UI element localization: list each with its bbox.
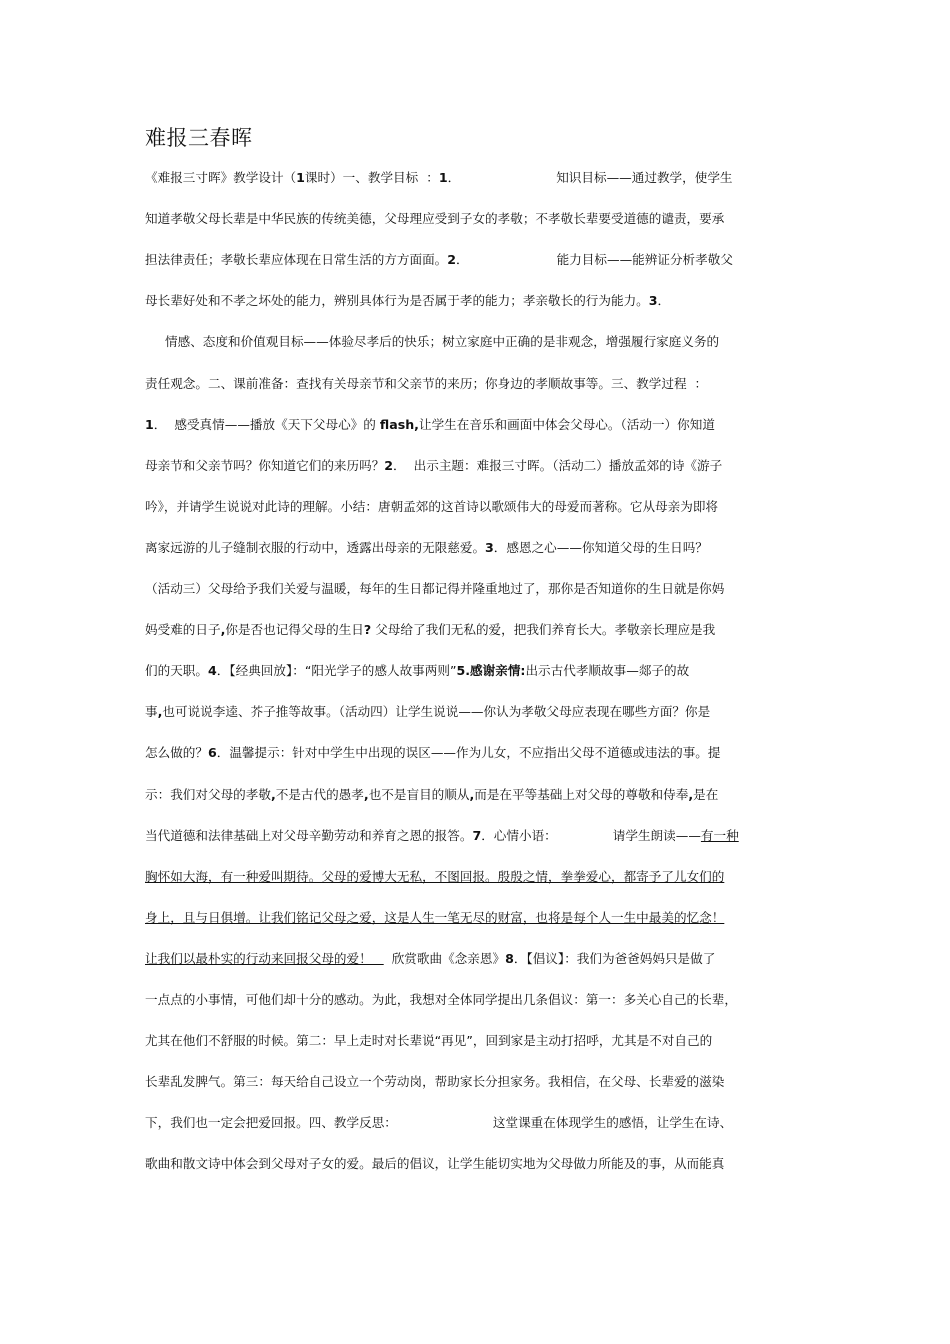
text-line xyxy=(145,661,689,681)
text-segment: 《难报三寸晖》教学设计（ xyxy=(145,170,297,185)
text-line xyxy=(145,538,708,558)
text-segment: 课时）一、教学目标 ： xyxy=(304,170,439,185)
text-segment: 6 xyxy=(207,745,217,761)
text-line xyxy=(145,702,710,722)
text-line xyxy=(145,785,718,805)
text-line xyxy=(145,743,720,763)
text-segment: ． 出示主题：难报三寸晖。（活动二）播放孟郊的诗《游子 xyxy=(393,457,723,473)
text-line xyxy=(145,1154,724,1174)
text-segment: 们的天职。 xyxy=(145,663,208,679)
text-line xyxy=(145,949,715,969)
text-line xyxy=(165,332,719,352)
text-segment: ． xyxy=(456,252,469,268)
text-segment: , xyxy=(220,622,226,638)
text-segment: 这堂课重在体现学生的感悟，让学生在诗、 xyxy=(492,1115,733,1131)
text-segment: 3 xyxy=(648,293,658,309)
text-line xyxy=(145,456,722,476)
text-segment: 歌曲和散文诗中体会到父母对子女的爱。最后的倡议，让学生能切实地为父母做力所能及的事，从而能真 xyxy=(145,1156,725,1172)
text-segment: 离家远游的儿子缝制衣服的行动中，透露出母亲的无限慈爱。 xyxy=(145,539,486,555)
text-segment: 1 xyxy=(296,170,305,185)
text-segment: 当代道德和法律基础上对父母辛勤劳动和养育之恩的报答。 xyxy=(145,827,473,843)
text-segment: , xyxy=(688,786,694,802)
text-line xyxy=(145,374,707,394)
text-segment: ． xyxy=(447,170,461,185)
text-segment: , xyxy=(270,786,276,802)
text-segment: 知道孝敬父母长辈是中华民族的传统美德，父母理应受到子女的孝敬；不孝敬长辈要受道德的谴责，要承 xyxy=(145,211,725,227)
text-segment: ． xyxy=(657,293,671,309)
text-segment: 有一种 xyxy=(700,827,739,843)
text-segment: 7 xyxy=(472,827,482,843)
text-segment: 出示古代孝顺故事—郯子的故 xyxy=(525,663,690,679)
text-segment: 5. xyxy=(456,663,471,679)
text-line xyxy=(145,168,733,188)
text-line xyxy=(145,415,715,435)
text-segment: ．温馨提示：针对中学生中出现的误区——作为儿女，不应指出父母不道德或违法的事。提 xyxy=(216,745,721,761)
text-segment: 你是否也记得父母的生日 xyxy=(225,622,364,638)
text-segment: 妈受难的日子 xyxy=(145,622,221,638)
text-segment: 吟》，并请学生说说对此诗的理解。小结：唐朝孟郊的这首诗以歌颂伟大的母爱而著称。它从母亲为即将 xyxy=(145,498,719,514)
text-segment: ．感恩之心——你知道父母的生日吗？ xyxy=(493,539,708,555)
text-segment: 1 xyxy=(145,416,154,432)
text-segment: 请学生朗读—— xyxy=(612,827,701,843)
text-line xyxy=(145,1113,732,1133)
text-segment: 1 xyxy=(438,170,448,185)
text-line xyxy=(145,250,733,270)
text-segment: 而是在平等基础上对父母的尊敬和侍奉 xyxy=(474,786,689,802)
text-segment: 2 xyxy=(447,252,457,268)
text-segment: 能力目标——能辨证分析孝敬父 xyxy=(556,252,733,268)
text-segment: 也不是盲目的顺从 xyxy=(368,786,470,802)
text-segment: , xyxy=(363,786,369,802)
document-title: 难报三春晖 xyxy=(145,126,253,150)
text-segment: 知识目标——通过教学，使学生 xyxy=(556,170,733,185)
text-segment: 让学生在音乐和画面中体会父母心。（活动一）你知道 xyxy=(418,416,715,432)
text-segment: 尤其在他们不舒服的时候。第二：早上走时对长辈说“再见”，回到家是主动打招呼，尤其是不对自己的 xyxy=(145,1033,713,1049)
text-line xyxy=(145,1072,724,1092)
text-segment: 母长辈好处和不孝之坏处的能力，辨别具体行为是否属于孝的能力；孝亲敬长的行为能力。 xyxy=(145,293,649,309)
text-line xyxy=(145,826,739,846)
text-segment: 责任观念。二、课前准备：查找有关母亲节和父亲节的来历；你身边的孝顺故事等。三、教学过程 ： xyxy=(145,375,708,391)
text-segment: ．心情小语： xyxy=(481,827,557,843)
text-segment: ．【经典回放】：“阳光学子的感人故事两则” xyxy=(216,663,457,679)
text-line xyxy=(145,291,670,311)
text-segment: , xyxy=(157,704,163,720)
text-segment: 不是古代的愚孝 xyxy=(275,786,364,802)
text-segment: 胸怀如大海，有一种爱叫期待。父母的爱博大无私，不图回报。殷殷之情，拳拳爱心，都寄予了儿女们的 xyxy=(145,868,725,884)
text-segment: 示：我们对父母的孝敬 xyxy=(145,786,271,802)
text-segment: 也可说说李逵、芥子推等故事。（活动四）让学生说说——你认为孝敬父母应表现在哪些方面？你是 xyxy=(162,704,711,720)
text-segment: ? xyxy=(363,622,372,638)
text-line xyxy=(145,990,737,1010)
text-segment: 情感、态度和价值观目标——体验尽孝后的快乐；树立家庭中正确的是非观念，增强履行家庭义务的 xyxy=(165,334,720,350)
text-segment: : xyxy=(520,663,526,679)
text-segment: （活动三）父母给予我们关爱与温暖，每年的生日都记得并隆重地过了，那你是否知道你的生日就是你妈 xyxy=(145,581,725,596)
text-segment: flash, xyxy=(379,416,419,432)
text-segment: , xyxy=(469,786,475,802)
text-line xyxy=(145,497,718,517)
text-line xyxy=(145,867,724,887)
text-line xyxy=(145,209,724,229)
text-segment: 是在 xyxy=(693,786,719,802)
text-segment: 父母给了我们无私的爱，把我们养育长大。孝敬亲长理应是我 xyxy=(371,622,716,638)
text-segment: 4 xyxy=(207,663,217,679)
text-segment: ．【倡议】：我们为爸爸妈妈只是做了 xyxy=(513,950,716,966)
text-segment: 事 xyxy=(145,704,158,720)
text-segment: 担法律责任；孝敬长辈应体现在日常生活的方方面面。 xyxy=(145,252,448,268)
text-line xyxy=(145,579,724,599)
text-line xyxy=(145,620,715,640)
text-segment: 下，我们也一定会把爱回报。四、教学反思： xyxy=(145,1115,397,1131)
text-line xyxy=(145,908,724,928)
text-segment: 身上，且与日俱增。让我们铭记父母之爱，这是人生一笔无尽的财富，也将是每个人一生中最美的忆念！ xyxy=(145,909,725,925)
text-segment: 3 xyxy=(485,539,494,555)
text-segment: 长辈乱发脾气。第三：每天给自己设立一个劳动岗，帮助家长分担家务。我相信，在父母、长辈爱的滋染 xyxy=(145,1074,725,1090)
text-line xyxy=(145,1031,712,1051)
text-segment: 感谢亲情 xyxy=(470,663,521,679)
text-segment: 让我们以最朴实的行动来回报父母的爱！ xyxy=(145,950,384,966)
text-segment: 欣赏歌曲《念亲恩》 xyxy=(383,950,506,966)
text-segment: 怎么做的？ xyxy=(145,745,208,761)
text-segment: 8 xyxy=(505,950,514,966)
text-segment: ． 感受真情——播放《天下父母心》的 xyxy=(153,416,380,432)
text-segment: 2 xyxy=(384,457,394,473)
text-segment: 一点点的小事情，可他们却十分的感动。为此，我想对全体同学提出几条倡议：第一：多关心自己的长辈， xyxy=(145,992,737,1007)
text-segment: 母亲节和父亲节吗？你知道它们的来历吗？ xyxy=(145,457,385,473)
